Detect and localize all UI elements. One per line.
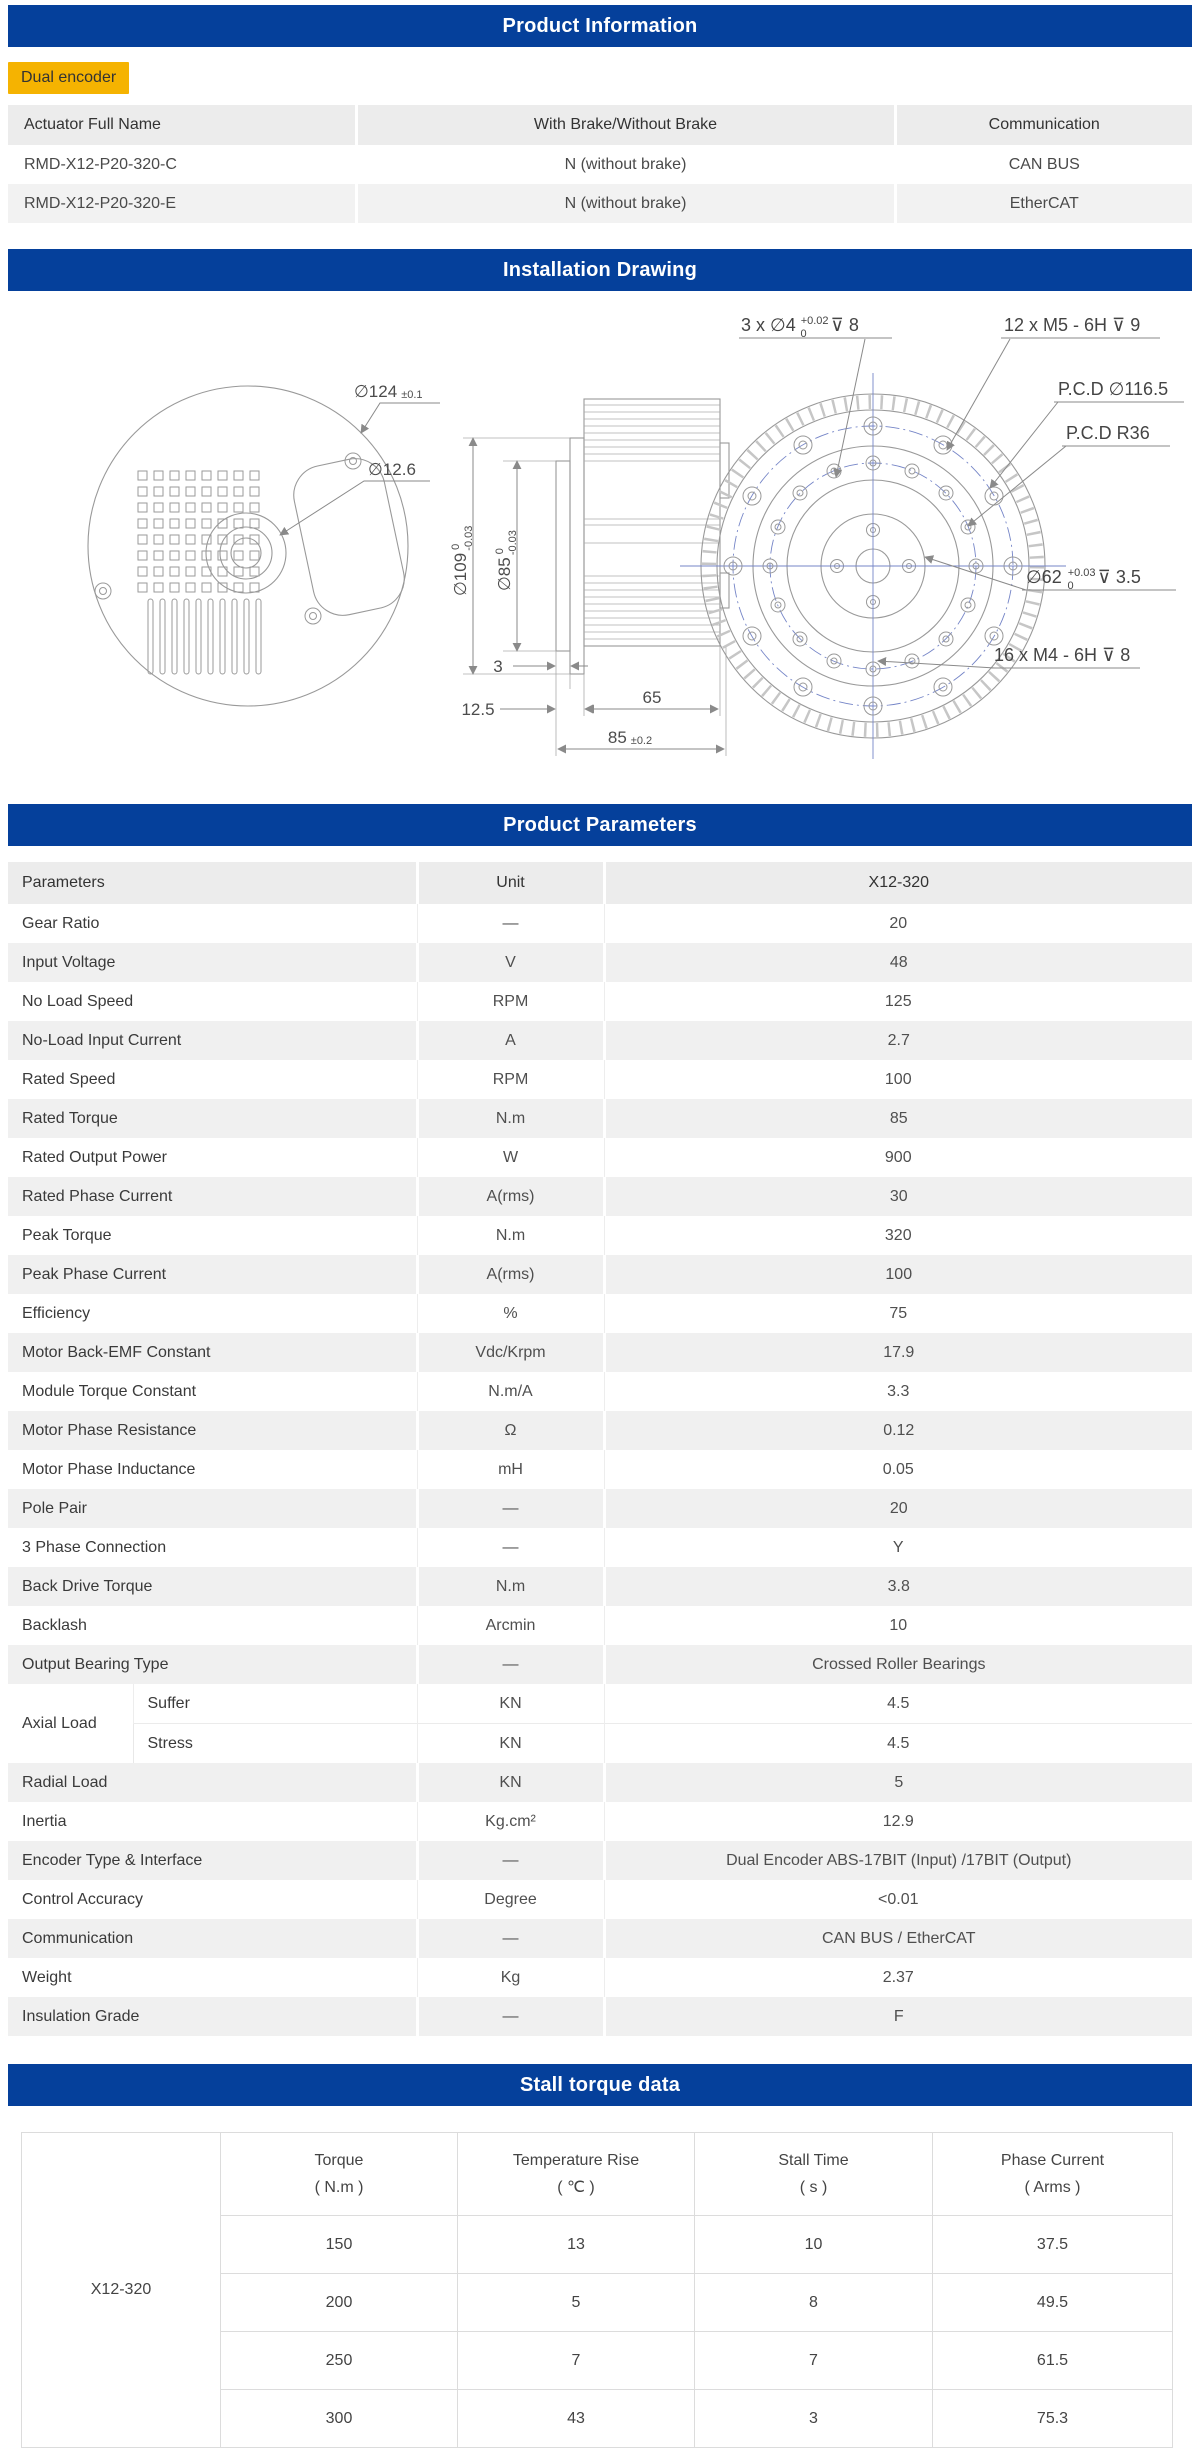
front-view-drawing: [680, 315, 1184, 759]
annotation-pcd-116-5: P.C.D ∅116.5: [1058, 379, 1169, 399]
param-unit: KN: [417, 1724, 604, 1764]
stall-time-cell: 8: [695, 2274, 933, 2332]
side-view-drawing: [450, 399, 729, 756]
param-row: [8, 904, 1192, 943]
param-name: Peak Phase Current: [8, 1255, 417, 1294]
param-unit: W: [417, 1138, 604, 1177]
param-row-axial-suffer: [8, 1684, 1192, 1724]
dim-label-85: 85 ±0.2: [607, 728, 653, 747]
param-name: Module Torque Constant: [22, 1382, 197, 1400]
param-row: [8, 943, 1192, 982]
param-row: [8, 982, 1192, 1021]
param-row: [8, 1255, 1192, 1294]
param-unit: —: [417, 1489, 604, 1528]
section-title: Product Parameters: [503, 813, 697, 836]
param-name: Output Bearing Type: [8, 1645, 417, 1684]
torque-cell: 250: [221, 2332, 458, 2390]
param-row-axial-stress: [8, 1724, 1192, 1764]
param-value: 2.7: [604, 1021, 1192, 1060]
param-name-axial-load: Axial Load: [22, 1714, 97, 1732]
section-header-stall-torque-data: [8, 2064, 1192, 2106]
param-name: No Load Speed: [22, 992, 134, 1010]
param-row: [8, 1294, 1192, 1333]
dim-label-d85: $\emptyset 85^0-0.03$: [494, 530, 519, 591]
param-unit: A(rms): [417, 1177, 604, 1216]
section-header-product-information: [8, 5, 1192, 47]
product-info-table: [8, 105, 1192, 223]
param-unit: Arcmin: [417, 1606, 604, 1645]
product-info-header-row: [8, 105, 1192, 145]
stall-time-cell: 3: [695, 2390, 933, 2448]
param-row: [8, 1333, 1192, 1372]
param-unit: RPM: [417, 982, 604, 1021]
param-name: Radial Load: [8, 1763, 417, 1802]
param-subname: Stress: [133, 1724, 417, 1764]
param-unit: N.m: [417, 1567, 604, 1606]
param-row: [8, 1372, 1192, 1411]
param-value: 0.12: [604, 1411, 1192, 1450]
param-row: [8, 1802, 1192, 1841]
section-title: Stall torque data: [519, 2073, 681, 2096]
param-name: Control Accuracy: [22, 1890, 143, 1908]
stall-time-cell: 7: [695, 2332, 933, 2390]
actuator-name-cell: RMD-X12-P20-320-E: [8, 184, 356, 223]
column-header: Parameters: [8, 862, 417, 904]
temp-rise-cell: 7: [458, 2332, 695, 2390]
param-name: Gear Ratio: [22, 914, 100, 932]
column-header: Communication: [895, 105, 1192, 145]
param-value: 30: [604, 1177, 1192, 1216]
annotation-dowel-holes: 3 x ∅4 $^{+0.02}$ 0 ⊽ 8: [741, 315, 859, 340]
column-header: Unit: [417, 862, 604, 904]
product-spec-page: [0, 5, 1200, 2448]
param-unit: A: [417, 1021, 604, 1060]
param-row: [8, 1958, 1192, 1997]
torque-cell: 200: [221, 2274, 458, 2332]
param-name: Backlash: [22, 1616, 87, 1634]
param-unit: Kg: [417, 1958, 604, 1997]
column-header: Stall Time ( s ): [695, 2133, 933, 2216]
param-row: [8, 1841, 1192, 1880]
param-unit: mH: [417, 1450, 604, 1489]
dim-label-12-5: 12.5: [461, 700, 495, 719]
param-name: Motor Back-EMF Constant: [8, 1333, 417, 1372]
param-value: 20: [604, 1489, 1192, 1528]
torque-cell: 300: [221, 2390, 458, 2448]
section-title: Product Information: [502, 14, 698, 37]
column-header: With Brake/Without Brake: [356, 105, 895, 145]
param-value: 17.9: [604, 1333, 1192, 1372]
param-value: 320: [604, 1216, 1192, 1255]
param-unit: —: [417, 1919, 604, 1958]
param-value: 2.37: [604, 1958, 1192, 1997]
param-unit: Vdc/Krpm: [417, 1333, 604, 1372]
param-value: 3.8: [604, 1567, 1192, 1606]
column-header: X12-320: [604, 862, 1192, 904]
temp-rise-cell: 43: [458, 2390, 695, 2448]
actuator-name-cell: RMD-X12-P20-320-C: [24, 155, 177, 173]
param-row: [8, 1606, 1192, 1645]
brake-cell: N (without brake): [356, 145, 895, 184]
param-value: 12.9: [604, 1802, 1192, 1841]
param-name: Weight: [22, 1968, 72, 1986]
dim-label-65: 65: [642, 688, 662, 707]
table-row: [8, 184, 1192, 223]
product-parameters-table: [8, 862, 1192, 2036]
param-name: No-Load Input Current: [8, 1021, 417, 1060]
param-value: CAN BUS / EtherCAT: [604, 1919, 1192, 1958]
temp-rise-cell: 5: [458, 2274, 695, 2332]
stall-header-row: [22, 2133, 1173, 2216]
param-value: 100: [604, 1060, 1192, 1099]
param-value: 100: [604, 1255, 1192, 1294]
section-header-installation-drawing: [8, 249, 1192, 291]
param-name: 3 Phase Connection: [22, 1538, 167, 1556]
param-value: 75: [604, 1294, 1192, 1333]
param-name: Encoder Type & Interface: [8, 1841, 417, 1880]
phase-current-cell: 49.5: [933, 2274, 1173, 2332]
stall-time-cell: 10: [695, 2216, 933, 2274]
rear-view-drawing: [88, 382, 440, 706]
dim-label-d109: $\emptyset 109^0-0.03$: [450, 525, 475, 596]
column-header: Phase Current ( Arms ): [933, 2133, 1173, 2216]
param-value: 125: [604, 982, 1192, 1021]
param-value: 4.5: [604, 1684, 1192, 1724]
annotation-m5-holes: 12 x M5 - 6H ⊽ 9: [1004, 315, 1141, 335]
param-unit: —: [417, 1997, 604, 2036]
param-row: [8, 1645, 1192, 1684]
phase-current-cell: 75.3: [933, 2390, 1173, 2448]
param-name: Rated Phase Current: [8, 1177, 417, 1216]
param-row: [8, 1060, 1192, 1099]
temp-rise-cell: 13: [458, 2216, 695, 2274]
technical-drawing-canvas: [8, 291, 1192, 797]
param-name: Inertia: [22, 1812, 67, 1830]
annotation-pcd-r36: P.C.D R36: [1066, 423, 1150, 443]
param-row: [8, 1177, 1192, 1216]
phase-current-cell: 61.5: [933, 2332, 1173, 2390]
param-unit: KN: [417, 1763, 604, 1802]
param-unit: —: [417, 1645, 604, 1684]
dual-encoder-badge: Dual encoder: [8, 62, 129, 94]
communication-cell: EtherCAT: [895, 184, 1192, 223]
param-row: [8, 1216, 1192, 1255]
param-unit: N.m/A: [417, 1372, 604, 1411]
param-row: [8, 1489, 1192, 1528]
param-row: [8, 1411, 1192, 1450]
column-header: Torque ( N.m ): [221, 2133, 458, 2216]
param-name: Rated Speed: [22, 1070, 116, 1088]
param-value: 3.3: [604, 1372, 1192, 1411]
column-header: Actuator Full Name: [8, 105, 356, 145]
param-row: [8, 1919, 1192, 1958]
param-name: Rated Output Power: [22, 1148, 167, 1166]
torque-cell: 150: [221, 2216, 458, 2274]
param-unit: Degree: [417, 1880, 604, 1919]
param-name: Insulation Grade: [8, 1997, 417, 2036]
brake-cell: N (without brake): [356, 184, 895, 223]
annotation-m4-holes: 16 x M4 - 6H ⊽ 8: [994, 645, 1131, 665]
param-value: 4.5: [604, 1724, 1192, 1764]
param-value: 20: [604, 904, 1192, 943]
stall-torque-table: [21, 2132, 1173, 2448]
dim-label-d124: ∅124 ±0.1: [354, 382, 423, 401]
param-unit: RPM: [417, 1060, 604, 1099]
column-header: Temperature Rise ( ℃ ): [458, 2133, 695, 2216]
param-row: [8, 1567, 1192, 1606]
phase-current-cell: 37.5: [933, 2216, 1173, 2274]
param-unit: V: [417, 943, 604, 982]
param-unit: KN: [417, 1684, 604, 1724]
installation-drawing: [8, 291, 1192, 802]
param-unit: —: [417, 1528, 604, 1567]
param-name: Motor Phase Inductance: [22, 1460, 196, 1478]
param-value: F: [604, 1997, 1192, 2036]
param-value: 900: [604, 1138, 1192, 1177]
param-value: 10: [604, 1606, 1192, 1645]
param-name: Motor Phase Resistance: [8, 1411, 417, 1450]
table-row: [8, 145, 1192, 184]
param-row: [8, 1099, 1192, 1138]
param-value: 0.05: [604, 1450, 1192, 1489]
param-row: [8, 1138, 1192, 1177]
param-value: 48: [604, 943, 1192, 982]
param-name: Rated Torque: [8, 1099, 417, 1138]
param-row: [8, 1880, 1192, 1919]
param-row: [8, 1450, 1192, 1489]
dim-label-3: 3: [493, 657, 503, 676]
param-value: 5: [604, 1763, 1192, 1802]
param-name: Pole Pair: [8, 1489, 417, 1528]
param-name: Input Voltage: [8, 943, 417, 982]
param-name: Communication: [8, 1919, 417, 1958]
param-unit: —: [417, 904, 604, 943]
model-cell: X12-320: [22, 2133, 221, 2448]
param-unit: A(rms): [417, 1255, 604, 1294]
param-row: [8, 1021, 1192, 1060]
parameters-header-row: [8, 862, 1192, 904]
param-unit: %: [417, 1294, 604, 1333]
param-value: Crossed Roller Bearings: [604, 1645, 1192, 1684]
annotation-d62: ∅62 $^{+0.03}$ 0 ⊽ 3.5: [1026, 567, 1141, 592]
param-unit: Kg.cm²: [417, 1802, 604, 1841]
section-header-product-parameters: [8, 804, 1192, 846]
param-row: [8, 1997, 1192, 2036]
param-value: <0.01: [604, 1880, 1192, 1919]
param-name: Peak Torque: [22, 1226, 112, 1244]
communication-cell: CAN BUS: [895, 145, 1192, 184]
param-unit: N.m: [417, 1216, 604, 1255]
param-value: Y: [604, 1528, 1192, 1567]
param-row: [8, 1528, 1192, 1567]
param-value: 85: [604, 1099, 1192, 1138]
param-name: Efficiency: [22, 1304, 91, 1322]
section-title: Installation Drawing: [502, 258, 698, 281]
param-row: [8, 1763, 1192, 1802]
param-unit: Ω: [417, 1411, 604, 1450]
param-subname: Suffer: [133, 1684, 417, 1724]
param-name: Back Drive Torque: [8, 1567, 417, 1606]
param-value: Dual Encoder ABS-17BIT (Input) /17BIT (Output): [604, 1841, 1192, 1880]
dim-label-d12-6: ∅12.6: [368, 460, 416, 479]
param-unit: N.m: [417, 1099, 604, 1138]
param-unit: —: [417, 1841, 604, 1880]
